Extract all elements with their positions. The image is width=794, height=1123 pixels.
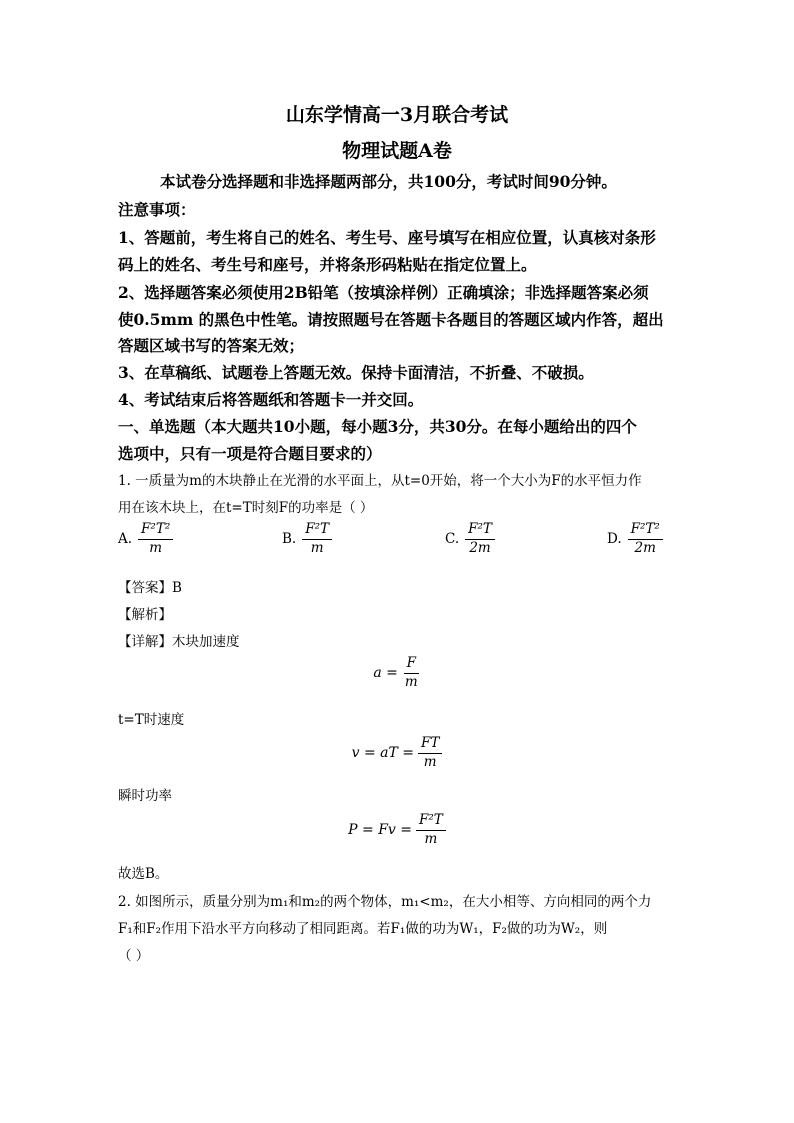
section-heading-cont: 选项中，只有一项是符合题目要求的） (118, 444, 382, 463)
question-2-blank: （ ） (118, 948, 150, 964)
answer-line: 【答案】B (118, 580, 182, 596)
numerator: F²T (302, 522, 332, 540)
equation-lhs: v = aT = (351, 745, 415, 762)
fraction (418, 736, 442, 770)
numerator: F²T (465, 522, 495, 540)
section-heading: 一、单选题（本大题共10小题，每小题3分，共30分。在每小题给出的四个 (118, 417, 637, 436)
option-d (607, 522, 663, 556)
note-line: 码上的姓名、考生号和座号，并将条形码粘贴在指定位置上。 (118, 255, 537, 274)
equation-lhs: a = (373, 665, 398, 682)
fraction (465, 522, 495, 556)
option-label: A. (118, 531, 133, 548)
question-1-stem-cont: 用在该木块上，在t=T时刻F的功率是（ ） (118, 500, 374, 516)
detail-line: 【详解】木块加速度 (118, 634, 240, 650)
denominator: m (404, 673, 418, 690)
numerator: F²T (416, 813, 446, 831)
conclusion-line: 故选B。 (118, 866, 169, 882)
equation-velocity (0, 736, 794, 770)
option-label: B. (282, 531, 297, 548)
question-2-stem-cont: F₁和F₂作用下沿水平方向移动了相同距离。若F₁做的功为W₁，F₂做的功为W₂，则 (118, 921, 608, 937)
note-line: 3、在草稿纸、试题卷上答题无效。保持卡面清洁，不折叠、不破损。 (118, 363, 594, 382)
option-a (118, 522, 173, 556)
notes-heading: 注意事项： (118, 200, 196, 219)
denominator: m (149, 539, 163, 556)
denominator: m (423, 753, 437, 770)
numerator: F (404, 656, 419, 674)
exam-subtitle: 物理试题A卷 (342, 140, 452, 162)
option-label: D. (607, 531, 622, 548)
note-line: 答题区域书写的答案无效； (118, 336, 305, 355)
question-2-stem: 2. 如图所示，质量分别为m₁和m₂的两个物体，m₁<m₂，在大小相等、方向相同的两个力 (118, 894, 652, 910)
fraction (402, 656, 421, 690)
fraction (416, 813, 446, 847)
note-line: 1、答题前，考生将自己的姓名、考生号、座号填写在相应位置，认真核对条形 (118, 228, 656, 247)
option-c (445, 522, 495, 556)
equation-power (0, 813, 794, 847)
fraction (302, 522, 332, 556)
fraction (138, 522, 173, 556)
numerator: FT (418, 736, 442, 754)
analysis-label: 【解析】 (118, 607, 172, 623)
question-1-stem: 1. 一质量为m的木块静止在光滑的水平面上，从t=0开始，将一个大小为F的水平恒力作 (118, 473, 642, 489)
fraction (628, 522, 663, 556)
power-text: 瞬时功率 (118, 788, 172, 804)
note-line: 4、考试结束后将答题纸和答题卡一并交回。 (118, 390, 424, 409)
option-b (282, 522, 332, 556)
denominator: m (424, 830, 438, 847)
option-label: C. (445, 531, 460, 548)
numerator: F²T² (628, 522, 663, 540)
numerator: F²T² (138, 522, 173, 540)
velocity-text: t=T时速度 (118, 712, 185, 728)
note-line: 2、选择题答案必须使用2B铅笔（按填涂样例）正确填涂；非选择题答案必须 (118, 283, 649, 302)
denominator: 2m (469, 539, 491, 556)
denominator: 2m (634, 539, 656, 556)
equation-acceleration (0, 656, 794, 690)
equation-lhs: P = Fv = (348, 822, 413, 839)
exam-title: 山东学情高一3月联合考试 (285, 104, 509, 126)
denominator: m (310, 539, 324, 556)
note-line: 使0.5mm 的黑色中性笔。请按照题号在答题卡各题目的答题区域内作答，超出 (118, 310, 664, 329)
intro-text: 本试卷分选择题和非选择题两部分，共100分，考试时间90分钟。 (160, 172, 617, 191)
